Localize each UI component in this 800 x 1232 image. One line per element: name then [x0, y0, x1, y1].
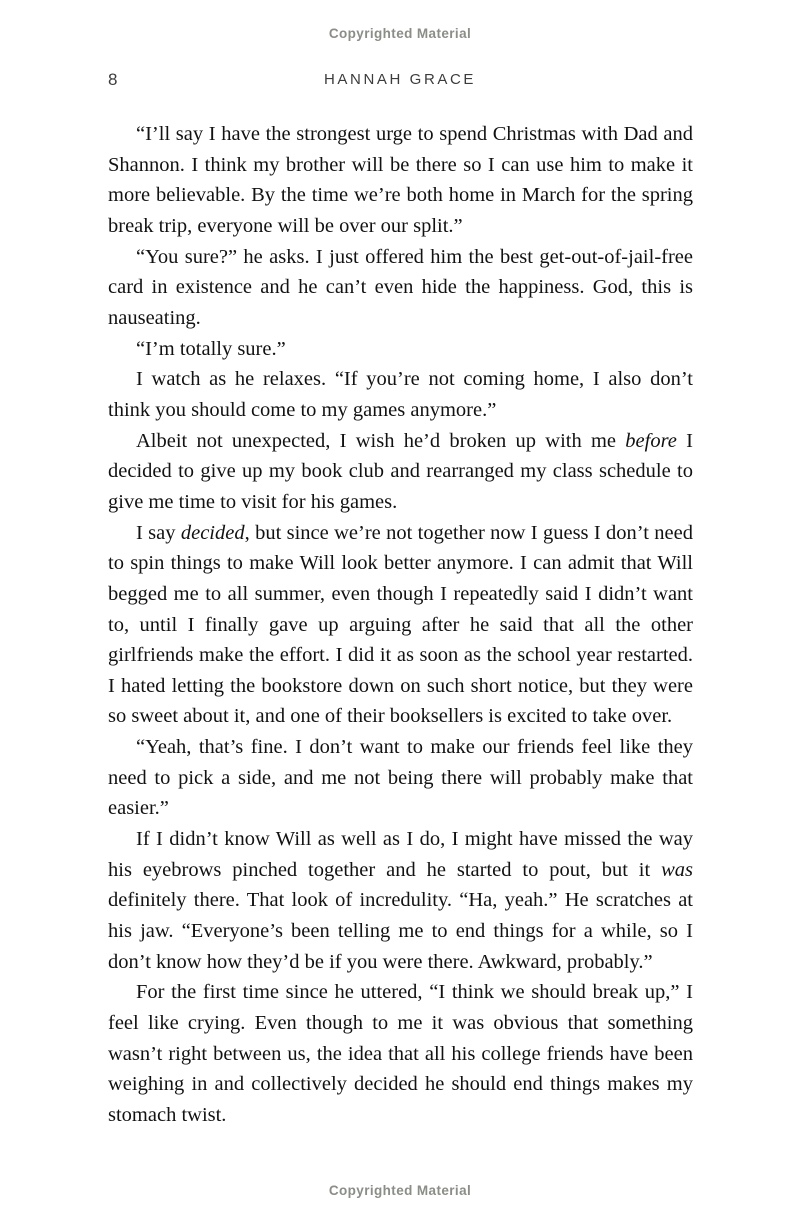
italic-text-segment: decided [180, 521, 245, 544]
text-segment: “Yeah, that’s fine. I don’t want to make our friends feel like they need to pick a side, and me not being there will probably make that easier.” [108, 736, 693, 820]
text-segment: “I’ll say I have the strongest urge to spend Christmas with Dad and Shannon. I think my brother will be there so I can use him to make it more believable. By the time we’re both home in March for the spring break trip, everyone will be over our split.” [108, 123, 693, 237]
text-segment: “You sure?” he asks. I just offered him the best get-out-of-jail-free card in existence and he can’t even hide the happiness. God, this is nauseating. [108, 245, 693, 329]
italic-text-segment: before [625, 429, 677, 452]
copyright-notice-top: Copyrighted Material [328, 26, 472, 41]
paragraph [108, 977, 693, 1130]
text-segment: definitely there. That look of incredulity. “Ha, yeah.” He scratches at his jaw. “Everyone’s been telling me to end things for a while, so I don’t know how they’d be if you were there. Awkward, probably.” [108, 889, 693, 973]
paragraph [108, 364, 693, 425]
paragraph [108, 242, 693, 334]
text-segment: , but since we’re not together now I guess I don’t need to spin things to make Will look better anymore. I can admit that Will begged me to all summer, even though I repeatedly said I didn’t want to, until I finally gave up arguing after he said that all the other girlfriends make the effort. I did it as soon as the school year restarted. I hated letting the bookstore down on such short notice, but they were so sweet about it, and one of their booksellers is excited to take over. [108, 521, 694, 728]
running-title-author: HANNAH GRACE [323, 71, 477, 88]
text-segment: I watch as he relaxes. “If you’re not coming home, I also don’t think you should come to my games anymore.” [108, 368, 693, 421]
paragraph [108, 426, 693, 518]
page-body-text [108, 119, 693, 1131]
paragraph [108, 732, 693, 824]
running-header [0, 70, 800, 92]
text-segment: I say [136, 521, 181, 544]
paragraph [108, 334, 693, 365]
text-segment: “I’m totally sure.” [136, 337, 286, 360]
paragraph [108, 824, 693, 977]
text-segment: Albeit not unexpected, I wish he’d broken up with me [136, 429, 626, 452]
text-segment: I decided to give up my book club and rearranged my class schedule to give me time to visit for his games. [108, 429, 693, 513]
paragraph [108, 518, 693, 733]
text-segment: For the first time since he uttered, “I think we should break up,” I feel like crying. Even though to me it was obvious that something wasn’t right between us, the idea that all his college friends have been weighing in and collectively decided he should end things makes my stomach twist. [108, 981, 693, 1126]
italic-text-segment: was [661, 858, 693, 881]
text-segment: If I didn’t know Will as well as I do, I might have missed the way his eyebrows pinched together and he started to pout, but it [108, 828, 693, 881]
copyright-notice-bottom: Copyrighted Material [328, 1183, 472, 1198]
page-number: 8 [108, 70, 118, 89]
paragraph [108, 119, 693, 242]
